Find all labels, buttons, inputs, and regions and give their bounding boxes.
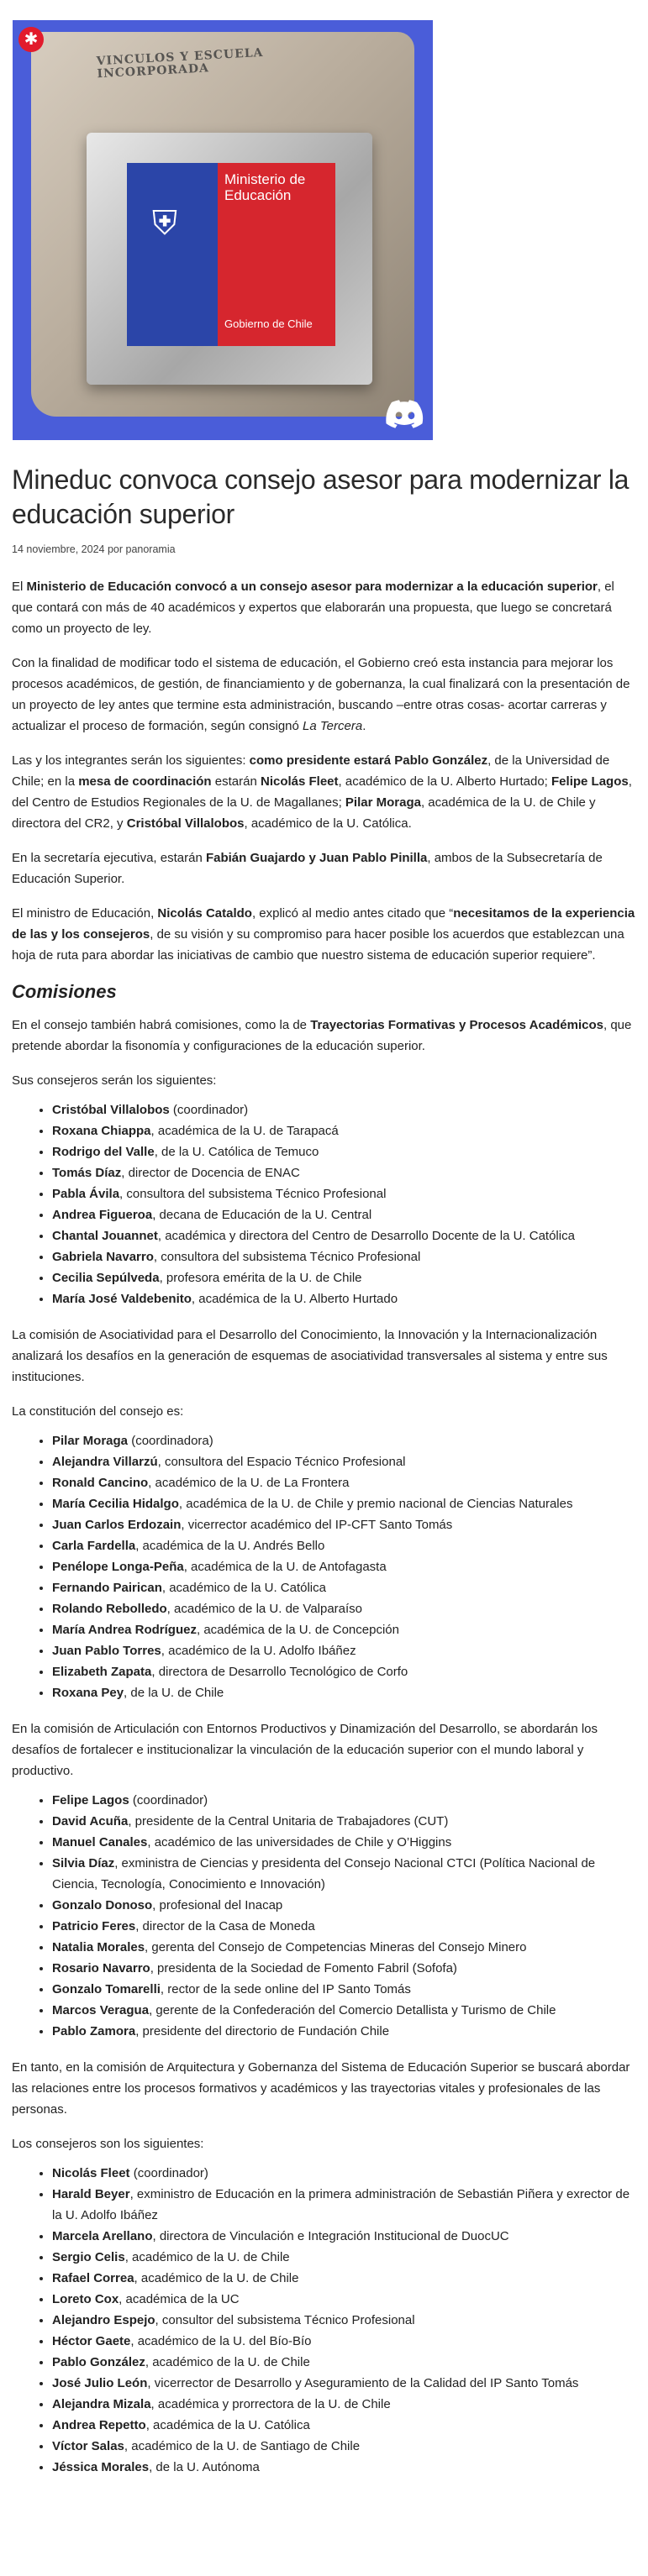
member-role: , profesional del Inacap xyxy=(152,1898,283,1912)
list-item xyxy=(52,1493,636,1514)
text-run: Con la finalidad de modificar todo el sistema de educación, el Gobierno creó esta instancia para mejorar los procesos académicos, de gestión, de financiamiento y de gobernanza, la cual finalizará con la presentación de un proyecto de ley antes que termine esta administración, buscando –entre otras cosas- acortar carreras y actualizar el proceso de formación, según consignó xyxy=(12,656,630,733)
list-item xyxy=(52,1619,636,1640)
member-name: Sergio Celis xyxy=(52,2250,125,2264)
member-role: , presidente de la Central Unitaria de Trabajadores (CUT) xyxy=(128,1814,449,1828)
text-run: En la secretaría ejecutiva, estarán xyxy=(12,851,206,865)
member-role: , académico de la U. de Valparaíso xyxy=(166,1602,363,1616)
member-name: Chantal Jouannet xyxy=(52,1229,158,1243)
plate-blue-panel xyxy=(127,163,218,346)
text-run: , el que contará con más de 40 académicos y expertos que elaborarán una propuesta, que luego se concretará como un proyecto de ley. xyxy=(12,580,614,636)
paragraph-12: Los consejeros son los siguientes: xyxy=(12,2137,204,2151)
member-role: , académica de la U. de Antofagasta xyxy=(183,1560,387,1574)
member-name: David Acuña xyxy=(52,1814,129,1828)
text-run: estarán xyxy=(211,774,261,789)
member-name: Fernando Pairican xyxy=(52,1581,162,1595)
text-run: En el consejo también habrá comisiones, como la de xyxy=(12,1018,311,1032)
member-role: (coordinador) xyxy=(169,1103,249,1117)
member-role: , académica de la UC xyxy=(119,2292,240,2306)
list-item xyxy=(52,2021,636,2042)
member-name: Rosario Navarro xyxy=(52,1961,150,1975)
member-name: Alejandro Espejo xyxy=(52,2313,155,2327)
text-run: Las y los integrantes serán los siguientes: xyxy=(12,753,250,768)
list-item xyxy=(52,1895,636,1916)
text-run: mesa de coordinación xyxy=(78,774,212,789)
member-role: , consultora del subsistema Técnico Profesional xyxy=(119,1187,387,1201)
list-item xyxy=(52,1288,636,1309)
member-name: Héctor Gaete xyxy=(52,2334,131,2348)
member-role: , académico de la U. de Santiago de Chile xyxy=(124,2439,361,2453)
member-name: Rodrigo del Valle xyxy=(52,1145,155,1159)
member-role: , académico de la U. de Chile xyxy=(134,2271,299,2285)
list-asociatividad xyxy=(12,1430,636,1703)
member-role: , académica y prorrectora de la U. de Chile xyxy=(150,2397,391,2411)
chile-crest-icon: ⛨ xyxy=(152,205,177,242)
member-role: , consultor del subsistema Técnico Profesional xyxy=(155,2313,415,2327)
member-role: , de la U. Autónoma xyxy=(149,2460,260,2474)
list-item xyxy=(52,2226,636,2247)
plate-red-panel xyxy=(218,163,335,346)
list-item xyxy=(52,1640,636,1661)
member-role: , académica de la U. Alberto Hurtado xyxy=(191,1292,398,1306)
paragraph-8: La comisión de Asociatividad para el Desarrollo del Conocimiento, la Innovación y la Internacionalización analizará los desafíos en la generación de esquemas de asociatividad transversales al sistema y entre sus instituciones. xyxy=(12,1328,608,1384)
list-item xyxy=(52,1430,636,1451)
text-run: como presidente estará Pablo González xyxy=(249,753,488,768)
member-role: , académica de la U. de Tarapacá xyxy=(150,1124,339,1138)
member-name: Elizabeth Zapata xyxy=(52,1665,152,1679)
list-item xyxy=(52,2289,636,2310)
member-name: Juan Pablo Torres xyxy=(52,1644,161,1658)
text-run: , académico de la U. Alberto Hurtado; xyxy=(338,774,552,789)
list-item xyxy=(52,1120,636,1141)
list-item xyxy=(52,2394,636,2415)
member-name: Penélope Longa-Peña xyxy=(52,1560,184,1574)
member-name: Gonzalo Tomarelli xyxy=(52,1982,161,1996)
list-item xyxy=(52,2457,636,2478)
member-name: Rafael Correa xyxy=(52,2271,134,2285)
paragraph-2 xyxy=(12,653,636,737)
member-name: Tomás Díaz xyxy=(52,1166,122,1180)
member-name: Jéssica Morales xyxy=(52,2460,150,2474)
member-role: , gerente de la Confederación del Comercio Detallista y Turismo de Chile xyxy=(149,2003,556,2017)
member-role: , de la U. Católica de Temuco xyxy=(154,1145,319,1159)
member-role: , presidenta de la Sociedad de Fomento Fabril (Sofofa) xyxy=(150,1961,457,1975)
hero-image xyxy=(13,20,433,440)
list-item xyxy=(52,2268,636,2289)
text-run: Felipe Lagos xyxy=(551,774,629,789)
list-item xyxy=(52,1958,636,1979)
list-item xyxy=(52,1535,636,1556)
text-run: , de su visión y su compromiso para hacer posible los acuerdos que establezcan una hoja de ruta para abordar las iniciativas de cambio que nuestro sistema de educación superior requiere”. xyxy=(12,927,624,963)
member-name: Gabriela Navarro xyxy=(52,1250,154,1264)
list-item xyxy=(52,1682,636,1703)
member-role: , consultora del subsistema Técnico Profesional xyxy=(153,1250,421,1264)
list-item xyxy=(52,1472,636,1493)
text-run: Cristóbal Villalobos xyxy=(126,816,245,831)
member-name: María Andrea Rodríguez xyxy=(52,1623,197,1637)
member-role: , consultora del Espacio Técnico Profesional xyxy=(157,1455,406,1469)
member-role: , académico de la U. de Chile xyxy=(124,2250,290,2264)
member-name: Felipe Lagos xyxy=(52,1793,129,1807)
member-name: Juan Carlos Erdozain xyxy=(52,1518,182,1532)
member-name: Marcela Arellano xyxy=(52,2229,153,2243)
list-item xyxy=(52,2331,636,2352)
discord-icon xyxy=(386,393,424,432)
member-role: , académica de la U. Andrés Bello xyxy=(135,1539,325,1553)
list-item xyxy=(52,1267,636,1288)
list-item xyxy=(52,2000,636,2021)
member-name: Pablo González xyxy=(52,2355,145,2369)
section-heading-comisiones: Comisiones xyxy=(12,981,117,1002)
hero-photo xyxy=(31,32,414,417)
list-item xyxy=(52,1832,636,1853)
list-item xyxy=(52,1099,636,1120)
member-role: , decana de Educación de la U. Central xyxy=(152,1208,372,1222)
member-name: María Cecilia Hidalgo xyxy=(52,1497,179,1511)
member-role: , académico de la U. de Chile xyxy=(145,2355,310,2369)
plate-subtitle: Gobierno de Chile xyxy=(224,317,313,330)
list-item xyxy=(52,2415,636,2436)
member-name: Alejandra Villarzú xyxy=(52,1455,158,1469)
paragraph-5 xyxy=(12,903,636,966)
text-run: , académico de la U. Católica. xyxy=(244,816,412,831)
member-role: , académica de la U. de Chile y premio nacional de Ciencias Naturales xyxy=(178,1497,573,1511)
article-title: Mineduc convoca consejo asesor para modernizar la educación superior xyxy=(12,464,630,529)
list-item xyxy=(52,1162,636,1183)
member-role: , profesora emérita de la U. de Chile xyxy=(159,1271,362,1285)
member-role: , académico de las universidades de Chile y O’Higgins xyxy=(147,1835,452,1849)
member-role: , director de la Casa de Moneda xyxy=(135,1919,315,1933)
member-name: Andrea Figueroa xyxy=(52,1208,153,1222)
list-item xyxy=(52,1225,636,1246)
member-name: Pabla Ávila xyxy=(52,1187,120,1201)
text-run: , de la Universidad de Chile; en la xyxy=(12,753,610,789)
list-item xyxy=(52,1556,636,1577)
text-run: , académica de la U. de Chile y directora del CR2, y xyxy=(12,795,596,831)
member-name: Alejandra Mizala xyxy=(52,2397,151,2411)
member-role: , director de Docencia de ENAC xyxy=(121,1166,300,1180)
text-run: , ambos de la Subsecretaría de Educación Superior. xyxy=(12,851,603,886)
member-role: , vicerrector de Desarrollo y Aseguramiento de la Calidad del IP Santo Tomás xyxy=(147,2376,579,2390)
article-meta: 14 noviembre, 2024 por panoramia xyxy=(12,543,176,555)
list-item xyxy=(52,1141,636,1162)
text-run: Fabián Guajardo y Juan Pablo Pinilla xyxy=(205,851,428,865)
paragraph-7: Sus consejeros serán los siguientes: xyxy=(12,1073,217,1088)
member-name: Cecilia Sepúlveda xyxy=(52,1271,160,1285)
member-role: (coordinador) xyxy=(129,1793,208,1807)
paragraph-9: La constitución del consejo es: xyxy=(12,1404,184,1419)
list-item xyxy=(52,2310,636,2331)
list-item xyxy=(52,1514,636,1535)
paragraph-11: En tanto, en la comisión de Arquitectura y Gobernanza del Sistema de Educación Superior se buscará abordar las relaciones entre los procesos formativos y académicos y las trayectorias vitales y profesionales de las personas. xyxy=(12,2060,630,2117)
text-run: Trayectorias Formativas y Procesos Académicos xyxy=(310,1018,603,1032)
member-name: Nicolás Fleet xyxy=(52,2166,130,2180)
paragraph-10: En la comisión de Articulación con Entornos Productivos y Dinamización del Desarrollo, se abordarán los desafíos de fortalecer e institucionalizar la vinculación de la educación superior con el mundo laboral y productivo. xyxy=(12,1722,598,1778)
member-name: Víctor Salas xyxy=(52,2439,124,2453)
member-name: Carla Fardella xyxy=(52,1539,136,1553)
hero-sign-text: VINCULOS Y ESCUELA INCORPORADA xyxy=(96,45,264,81)
member-name: Cristóbal Villalobos xyxy=(52,1103,170,1117)
list-item xyxy=(52,1451,636,1472)
member-role: , exministro de Educación en la primera administración de Sebastián Piñera y exrector de la U. Adolfo Ibáñez xyxy=(52,2187,630,2222)
member-role: , académico de la U. Adolfo Ibáñez xyxy=(161,1644,356,1658)
member-name: Natalia Morales xyxy=(52,1940,145,1954)
list-item xyxy=(52,2163,636,2184)
text-run: Nicolás Fleet xyxy=(260,774,339,789)
text-run: Pilar Moraga xyxy=(345,795,421,810)
member-role: , académica de la U. de Concepción xyxy=(196,1623,399,1637)
text-run: El ministro de Educación, xyxy=(12,906,158,921)
member-name: Rolando Rebolledo xyxy=(52,1602,167,1616)
member-name: Loreto Cox xyxy=(52,2292,119,2306)
list-item xyxy=(52,1183,636,1204)
list-item xyxy=(52,1598,636,1619)
list-item xyxy=(52,2373,636,2394)
list-item xyxy=(52,2184,636,2226)
list-item xyxy=(52,2436,636,2457)
member-name: Silvia Díaz xyxy=(52,1856,115,1870)
member-name: Harald Beyer xyxy=(52,2187,130,2201)
text-run: , del Centro de Estudios Regionales de la U. de Magallanes; xyxy=(12,774,632,810)
member-name: Roxana Chiappa xyxy=(52,1124,151,1138)
member-role: , académico de la U. del Bío-Bío xyxy=(130,2334,312,2348)
paragraph-6 xyxy=(12,1015,636,1057)
text-run: El xyxy=(12,580,27,594)
member-name: Manuel Canales xyxy=(52,1835,148,1849)
list-trayectorias xyxy=(12,1099,636,1309)
member-role: , directora de Vinculación e Integración Institucional de DuocUC xyxy=(152,2229,509,2243)
member-role: , rector de la sede online del IP Santo Tomás xyxy=(160,1982,411,1996)
list-item xyxy=(52,1204,636,1225)
list-arquitectura xyxy=(12,2163,636,2478)
member-name: Andrea Repetto xyxy=(52,2418,146,2432)
member-name: Pablo Zamora xyxy=(52,2024,136,2038)
plate-title: Ministerio de Educación xyxy=(224,171,306,203)
star-icon: ✱ xyxy=(18,27,44,52)
list-item xyxy=(52,2352,636,2373)
paragraph-1 xyxy=(12,576,636,639)
text-run: Nicolás Cataldo xyxy=(157,906,252,921)
list-articulacion xyxy=(12,1790,636,2042)
ministry-plate xyxy=(87,133,372,385)
paragraph-4 xyxy=(12,847,636,889)
list-item xyxy=(52,1790,636,1811)
member-role: , académica de la U. Católica xyxy=(145,2418,310,2432)
member-name: Pilar Moraga xyxy=(52,1434,129,1448)
member-name: Ronald Cancino xyxy=(52,1476,149,1490)
text-run: . xyxy=(362,719,366,733)
list-item xyxy=(52,1577,636,1598)
text-run: necesitamos de la experiencia de las y los consejeros xyxy=(12,906,635,942)
member-name: Marcos Veragua xyxy=(52,2003,150,2017)
member-role: , exministra de Ciencias y presidenta del Consejo Nacional CTCI (Política Nacional de Ciencia, Tecnología, Conocimiento e Innovación) xyxy=(52,1856,596,1891)
member-role: , académico de la U. Católica xyxy=(161,1581,326,1595)
text-run: , explicó al medio antes citado que “ xyxy=(251,906,454,921)
member-role: , académica y directora del Centro de Desarrollo Docente de la U. Católica xyxy=(157,1229,575,1243)
member-role: (coordinadora) xyxy=(128,1434,213,1448)
text-run: , que pretende abordar la fisonomía y configuraciones de la educación superior. xyxy=(12,1018,632,1053)
member-name: Gonzalo Donoso xyxy=(52,1898,153,1912)
paragraph-3 xyxy=(12,750,636,834)
text-run: Ministerio de Educación convocó a un consejo asesor para modernizar a la educación superior xyxy=(26,580,598,594)
list-item xyxy=(52,1916,636,1937)
list-item xyxy=(52,1937,636,1958)
text-run: La Tercera xyxy=(303,719,363,733)
member-role: , de la U. de Chile xyxy=(124,1686,224,1700)
list-item xyxy=(52,1811,636,1832)
list-item xyxy=(52,2247,636,2268)
member-role: , directora de Desarrollo Tecnológico de Corfo xyxy=(151,1665,408,1679)
list-item xyxy=(52,1661,636,1682)
member-role: , vicerrector académico del IP-CFT Santo Tomás xyxy=(181,1518,453,1532)
list-item xyxy=(52,1853,636,1895)
member-role: (coordinador) xyxy=(129,2166,208,2180)
list-item xyxy=(52,1979,636,2000)
member-name: José Julio León xyxy=(52,2376,148,2390)
member-name: Patricio Feres xyxy=(52,1919,136,1933)
member-role: , académico de la U. de La Frontera xyxy=(148,1476,350,1490)
member-name: Roxana Pey xyxy=(52,1686,124,1700)
member-name: María José Valdebenito xyxy=(52,1292,192,1306)
member-role: , gerenta del Consejo de Competencias Mineras del Consejo Minero xyxy=(145,1940,527,1954)
member-role: , presidente del directorio de Fundación Chile xyxy=(135,2024,390,2038)
list-item xyxy=(52,1246,636,1267)
